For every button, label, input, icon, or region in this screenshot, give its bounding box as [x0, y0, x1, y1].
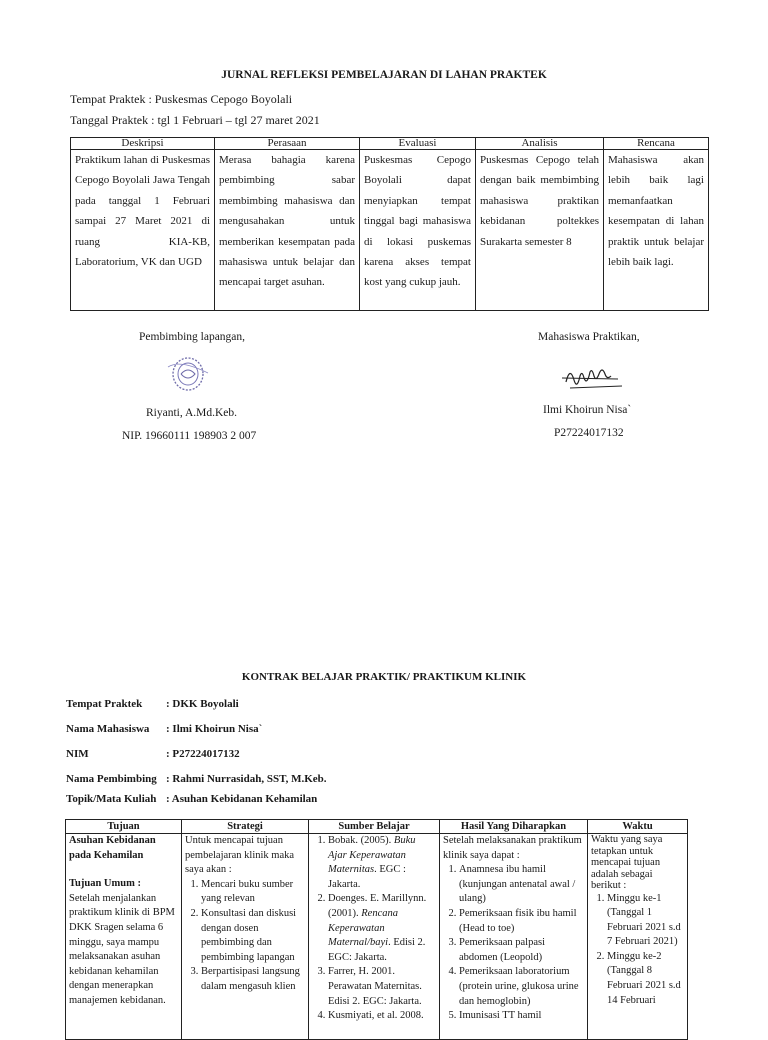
field-topik: [66, 793, 317, 805]
student-signature-icon: [560, 362, 624, 394]
header-hasil: Hasil Yang Diharapkan: [440, 820, 588, 834]
header-tujuan: Tujuan: [66, 820, 182, 834]
header-perasaan: Perasaan: [215, 138, 360, 150]
reference-item: 3. Farrer, H. 2001. Perawatan Maternitas. Edisi 2. EGC: Jakarta.: [328, 965, 436, 1009]
contract-row: [66, 834, 688, 1040]
header-waktu: Waktu: [588, 820, 688, 834]
journal-date: Tanggal Praktek : tgl 1 Februari – tgl 27 maret 2021: [70, 113, 320, 127]
strategi-item: 2. Konsultasi dan diskusi dengan dosen pembimbing dan pembimbing lapangan: [201, 907, 305, 965]
field-value: : Rahmi Nurrasidah, SST, M.Keb.: [166, 773, 327, 785]
cell-evaluasi: Puskesmas Cepogo Boyolali dapat menyiapkan tempat tinggal bagi mahasiswa di lokasi puskemas karena akses tempat kost yang cukup jauh.: [360, 150, 476, 311]
hasil-intro: Setelah melaksanakan praktikum klinik saya dapat :: [443, 835, 582, 861]
field-nama-mahasiswa: [66, 723, 262, 735]
cell-sumber: [309, 834, 440, 1040]
tujuan-text: Setelah menjalankan praktikum klinik di BPM DKK Sragen selama 6 minggu, saya mampu melaksanakan asuhan kebidanan kehamilan dengan menerapkan manajemen kebidanan.: [69, 892, 175, 1006]
strategi-item: 1. Mencari buku sumber yang relevan: [201, 878, 305, 907]
reflection-row: [71, 150, 709, 311]
student-name: Ilmi Khoirun Nisa`: [543, 404, 632, 416]
header-strategi: Strategi: [182, 820, 309, 834]
field-tempat: [66, 698, 239, 710]
reference-item: 1. Bobak. (2005). Buku Ajar Keperawatan Maternitas. EGC : Jakarta.: [328, 834, 436, 892]
field-value: : P27224017132: [166, 748, 240, 760]
waktu-item: 1. Minggu ke-1 (Tanggal 1 Februari 2021 s.d 7 Februari 2021): [607, 892, 684, 950]
cell-rencana: Mahasiswa akan lebih baik lagi memanfaatkan kesempatan di lahan praktik untuk belajar lebih baik lagi.: [604, 150, 709, 311]
tujuan-heading: Asuhan Kebidanan pada Kehamilan: [69, 835, 156, 861]
cell-deskripsi: Praktikum lahan di Puskesmas Cepogo Boyolali Jawa Tengah pada tanggal 1 Februari sampai 27 Maret 2021 di ruang KIA-KB, Laboratorium, VK dan UGD: [71, 150, 215, 311]
contract-header-row: [66, 820, 688, 834]
field-label: Nama Mahasiswa: [66, 723, 150, 735]
header-analisis: Analisis: [476, 138, 604, 150]
strategi-intro: Untuk mencapai tujuan pembelajaran klinik maka saya akan :: [185, 835, 295, 876]
supervisor-name: Riyanti, A.Md.Keb.: [146, 407, 238, 419]
cell-tujuan: [66, 834, 182, 1040]
field-label: NIM: [66, 748, 89, 760]
hasil-item: 2. Pemeriksaan fisik ibu hamil (Head to toe): [459, 907, 584, 936]
field-value: : Asuhan Kebidanan Kehamilan: [166, 793, 318, 805]
student-label: Mahasiswa Praktikan,: [538, 331, 640, 343]
header-sumber: Sumber Belajar: [309, 820, 440, 834]
contract-title: KONTRAK BELAJAR PRAKTIK/ PRAKTIKUM KLINIK: [241, 671, 527, 683]
journal-place: Tempat Praktek : Puskesmas Cepogo Boyolali: [70, 92, 293, 106]
field-label: Tempat Praktek: [66, 698, 143, 710]
field-nama-pembimbing: [66, 773, 327, 785]
waktu-intro: Waktu yang saya tetapkan untuk mencapai tujuan adalah sebagai berikut :: [591, 834, 663, 891]
hasil-item: 5. Imunisasi TT hamil: [459, 1009, 584, 1024]
hasil-item: 4. Pemeriksaan laboratorium (protein urine, glukosa urine dan hemoglobin): [459, 965, 584, 1009]
reference-item: 2. Doenges. E. Marillynn. (2001). Rencana Keperawatan Maternal/bayi. Edisi 2. EGC: Jakarta.: [328, 892, 436, 965]
header-rencana: Rencana: [604, 138, 709, 150]
cell-strategi: [182, 834, 309, 1040]
cell-hasil: [440, 834, 588, 1040]
contract-table: [65, 819, 688, 1040]
cell-perasaan: Merasa bahagia karena pembimbing sabar membimbing mahasiswa dan mengusahakan untuk memberikan kesempatan pada mahasiswa untuk belajar dan mencapai target asuhan.: [215, 150, 360, 311]
header-deskripsi: Deskripsi: [71, 138, 215, 150]
journal-title: JURNAL REFLEKSI PEMBELAJARAN DI LAHAN PRAKTEK: [221, 69, 547, 81]
cell-waktu: [588, 834, 688, 1040]
field-label: Topik/Mata Kuliah: [66, 793, 157, 805]
hasil-item: 1. Anamnesa ibu hamil (kunjungan antenatal awal / ulang): [459, 863, 584, 907]
reference-item: 4. Kusmiyati, et al. 2008.: [328, 1009, 436, 1024]
official-stamp-icon: [164, 353, 214, 395]
reflection-header-row: [71, 138, 709, 150]
field-nim: [66, 748, 240, 760]
field-value: : Ilmi Khoirun Nisa`: [166, 723, 263, 735]
strategi-item: 3. Berpartisipasi langsung dalam mengasuh klien: [201, 965, 305, 994]
supervisor-label: Pembimbing lapangan,: [139, 331, 246, 343]
waktu-item: 2. Minggu ke-2 (Tanggal 8 Februari 2021 s.d 14 Februari: [607, 950, 684, 1008]
tujuan-subheading: Tujuan Umum :: [69, 878, 141, 890]
student-nim: P27224017132: [554, 427, 624, 439]
field-value: : DKK Boyolali: [166, 698, 239, 710]
header-evaluasi: Evaluasi: [360, 138, 476, 150]
reflection-table: [70, 137, 709, 311]
hasil-item: 3. Pemeriksaan palpasi abdomen (Leopold): [459, 936, 584, 965]
field-label: Nama Pembimbing: [66, 773, 157, 785]
cell-analisis: Puskesmas Cepogo telah dengan baik membimbing mahasiswa praktikan kebidanan poltekkes Surakarta semester 8: [476, 150, 604, 311]
supervisor-nip: NIP. 19660111 198903 2 007: [122, 430, 257, 442]
